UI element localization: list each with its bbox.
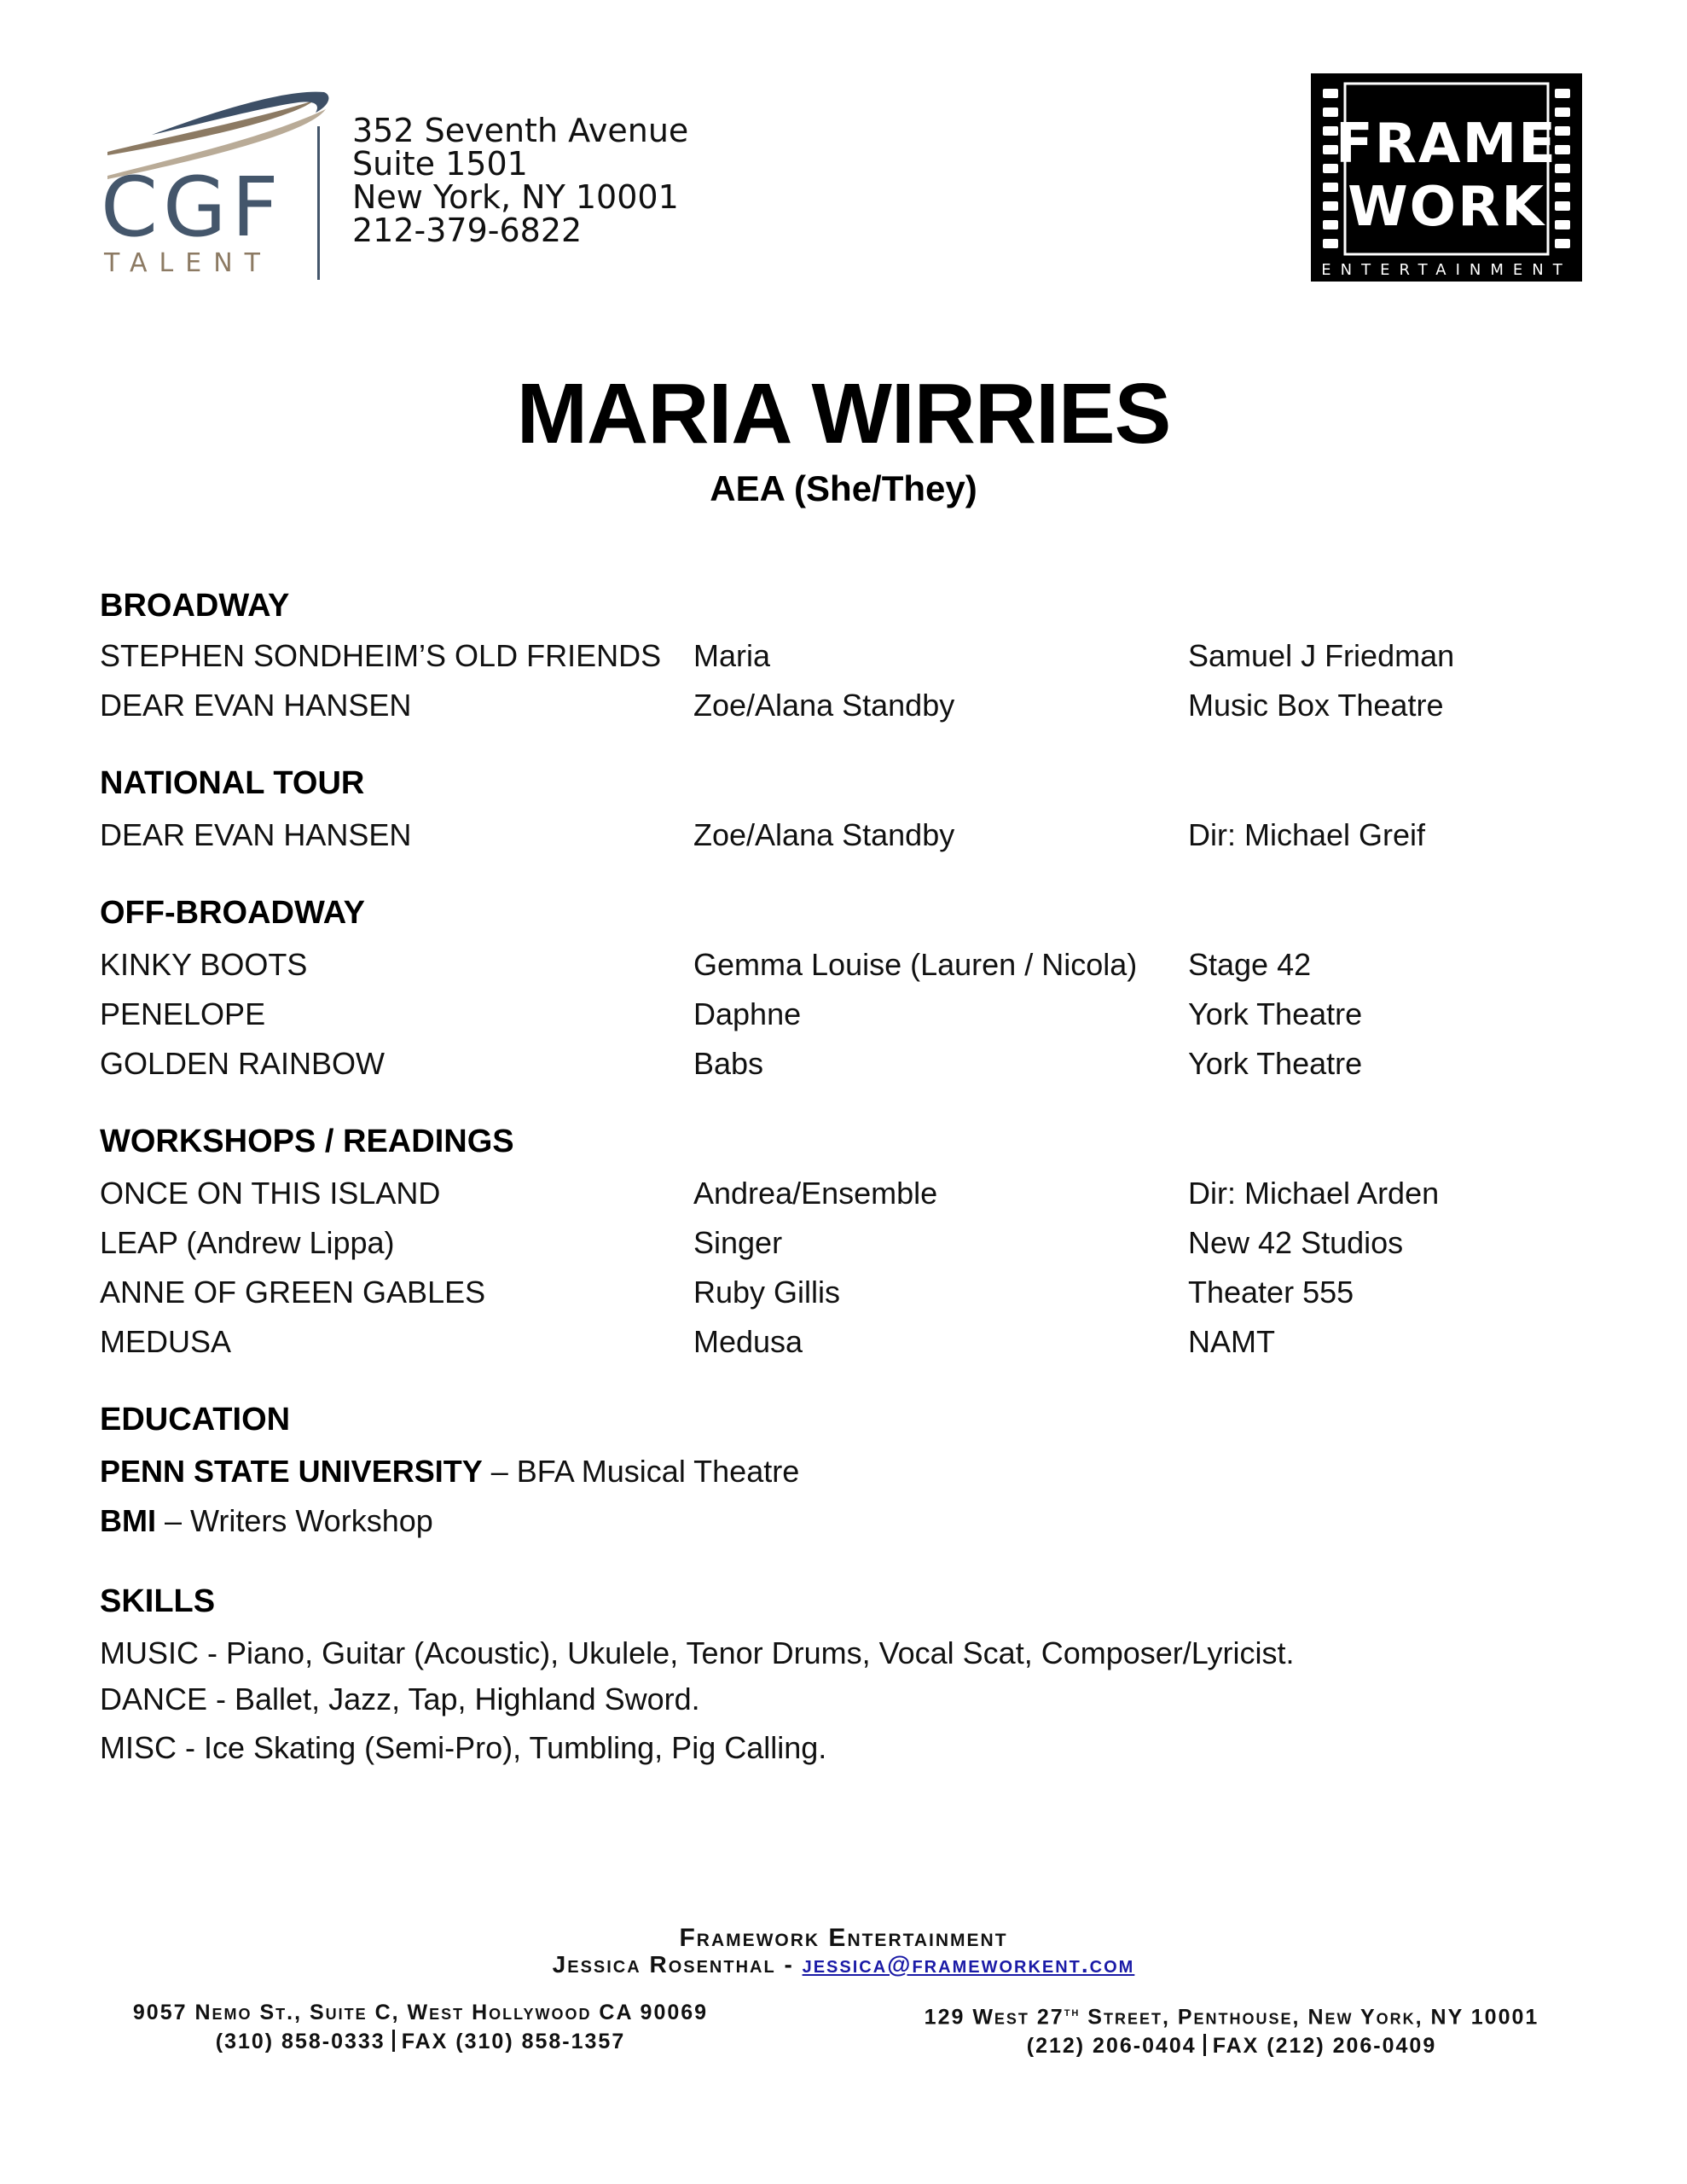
footer-la-phones (109, 2027, 732, 2056)
footer-email-link[interactable]: jessica@frameworkent.com (802, 1951, 1135, 1978)
credit-venue: York Theatre (1188, 1046, 1363, 1081)
credit-row (0, 1045, 1687, 1084)
credit-role: Maria (693, 638, 771, 673)
skills-line-music: MUSIC - Piano, Guitar (Acoustic), Ukulele, Tenor Drums, Vocal Scat, Composer/Lyricist. (100, 1635, 1295, 1670)
footer-ny-fax: FAX (212) 206-0409 (1212, 2034, 1437, 2059)
credit-show: ONCE ON THIS ISLAND (100, 1176, 441, 1211)
agency-phone: 212-379-6822 (352, 212, 583, 249)
union-pronouns: AEA (She/They) (710, 468, 977, 508)
footer-contact-name: Jessica Rosenthal - (552, 1951, 803, 1978)
credit-row (0, 816, 1687, 856)
credit-show: PENELOPE (100, 996, 266, 1031)
credit-row (0, 1224, 1687, 1263)
cgf-talent-logo (101, 75, 339, 280)
credit-show: MEDUSA (100, 1324, 232, 1359)
credit-show: DEAR EVAN HANSEN (100, 817, 412, 852)
credit-row (0, 687, 1687, 726)
footer-la-fax: FAX (310) 858-1357 (401, 2030, 626, 2053)
credit-role: Zoe/Alana Standby (693, 688, 955, 723)
education-school: PENN STATE UNIVERSITY (100, 1454, 483, 1489)
credit-row (0, 996, 1687, 1035)
credit-role: Andrea/Ensemble (693, 1176, 938, 1211)
credit-show: GOLDEN RAINBOW (100, 1046, 386, 1081)
section-title-skills: SKILLS (100, 1583, 216, 1619)
skills-line-misc: MISC - Ice Skating (Semi-Pro), Tumbling, Pig Calling. (100, 1730, 827, 1765)
framework-logo-line1: FRAME (1336, 113, 1557, 176)
framework-entertainment-logo (1311, 73, 1582, 282)
cgf-logo-letters: CGF (101, 160, 284, 255)
footer-la-address: 9057 Nemo St., Suite C, West Hollywood CA 90069 (132, 2001, 709, 2024)
credit-venue: Music Box Theatre (1188, 688, 1444, 723)
credit-venue: Theater 555 (1188, 1275, 1354, 1310)
cgf-logo-tagline: TALENT (104, 248, 272, 278)
credit-show: STEPHEN SONDHEIM’S OLD FRIENDS (100, 638, 662, 673)
footer-ny-phones (899, 2031, 1564, 2060)
credit-role: Gemma Louise (Lauren / Nicola) (693, 947, 1138, 982)
credit-role: Daphne (693, 996, 802, 1031)
section-title-off-broadway: OFF-BROADWAY (100, 895, 366, 931)
education-entry (100, 1502, 433, 1540)
footer-separator (392, 2030, 395, 2052)
agency-address-line: New York, NY 10001 (352, 178, 679, 216)
credit-venue: Stage 42 (1188, 947, 1312, 982)
credit-venue: Dir: Michael Arden (1188, 1176, 1440, 1211)
credit-role: Zoe/Alana Standby (693, 817, 955, 852)
performer-name: MARIA WIRRIES (516, 366, 1171, 462)
footer-ny-phone: (212) 206-0404 (1026, 2034, 1197, 2059)
section-title-national-tour: NATIONAL TOUR (100, 765, 365, 801)
logo-divider-line (317, 126, 320, 280)
credit-row (0, 1323, 1687, 1362)
credit-row (0, 1175, 1687, 1214)
footer-company-name: Framework Entertainment (679, 1924, 1008, 1952)
footer-separator (1203, 2034, 1206, 2056)
section-title-workshops-readings: WORKSHOPS / READINGS (100, 1124, 514, 1159)
section-title-broadway: BROADWAY (100, 588, 290, 624)
credit-row (0, 946, 1687, 985)
section-title-education: EDUCATION (100, 1402, 291, 1438)
credit-role: Medusa (693, 1324, 803, 1359)
credit-venue: York Theatre (1188, 996, 1363, 1031)
credit-role: Babs (693, 1046, 764, 1081)
framework-logo-line2: WORK (1348, 176, 1545, 239)
credit-row (0, 1274, 1687, 1313)
framework-logo-graphic (1311, 73, 1582, 282)
agency-address (352, 114, 710, 247)
footer-ny-address: 129 West 27th Street, Penthouse, New York, NY 10001 (924, 2005, 1539, 2030)
credit-venue: New 42 Studios (1188, 1225, 1404, 1260)
footer-la-office (109, 1998, 732, 2056)
credit-role: Ruby Gillis (693, 1275, 841, 1310)
credit-show: LEAP (Andrew Lippa) (100, 1225, 395, 1260)
credit-role: Singer (693, 1225, 783, 1260)
education-entry (100, 1453, 799, 1490)
education-detail: – Writers Workshop (156, 1503, 433, 1538)
agency-address-line: 352 Seventh Avenue (352, 112, 689, 149)
footer-la-phone: (310) 858-0333 (215, 2030, 386, 2053)
footer-ny-office (899, 1998, 1564, 2060)
credit-row (0, 637, 1687, 677)
footer-contact (0, 1950, 1687, 1979)
credit-venue: Dir: Michael Greif (1188, 817, 1426, 852)
credit-show: KINKY BOOTS (100, 947, 308, 982)
credit-show: DEAR EVAN HANSEN (100, 688, 412, 723)
agency-address-line: Suite 1501 (352, 145, 528, 183)
skills-line-dance: DANCE - Ballet, Jazz, Tap, Highland Sword. (100, 1682, 700, 1716)
education-detail: – BFA Musical Theatre (482, 1454, 800, 1489)
credit-venue: Samuel J Friedman (1188, 638, 1455, 673)
logo-swoosh-blue (152, 92, 328, 135)
credit-venue: NAMT (1188, 1324, 1275, 1359)
credit-show: ANNE OF GREEN GABLES (100, 1275, 486, 1310)
framework-logo-tagline: ENTERTAINMENT (1321, 261, 1572, 279)
cgf-logo-graphic (101, 75, 339, 280)
education-school: BMI (100, 1503, 156, 1538)
